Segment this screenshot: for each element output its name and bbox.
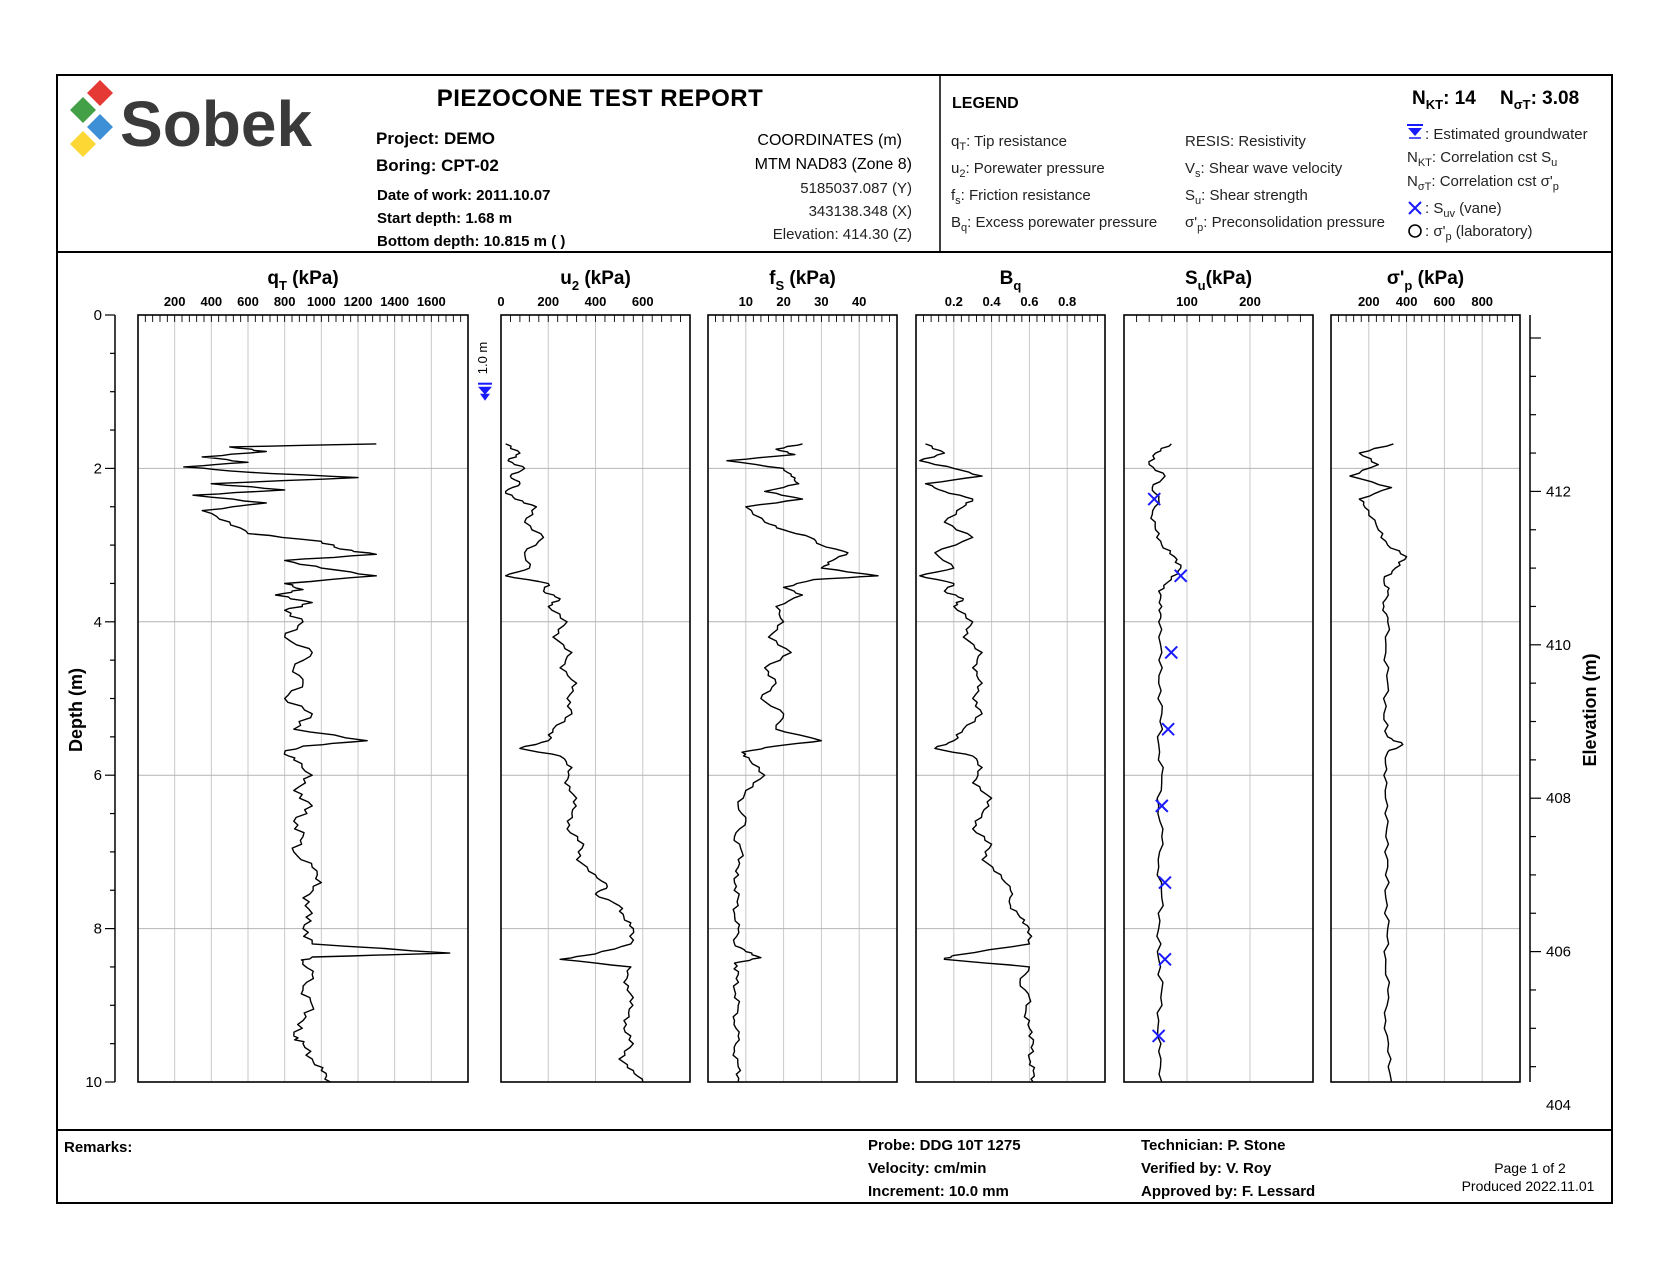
boring-label: Boring: CPT-02 bbox=[376, 156, 499, 175]
track-tick-label: 600 bbox=[631, 294, 654, 309]
coord-x: 343138.348 (X) bbox=[808, 203, 912, 220]
legend-item: $N_{\sigma T}$: Correlation cst $\sigma'_p$ bbox=[1407, 173, 1559, 193]
sobek-logo bbox=[70, 80, 312, 160]
track-tick-label: 40 bbox=[851, 294, 867, 309]
track-0 bbox=[138, 268, 468, 1082]
coord-y: 5185037.087 (Y) bbox=[800, 180, 912, 197]
circle-icon bbox=[1409, 225, 1421, 237]
track-tick-label: 400 bbox=[1395, 294, 1418, 309]
groundwater-depth-label: 1.0 m bbox=[475, 341, 490, 375]
legend-item: $f_s$: Friction resistance bbox=[951, 187, 1091, 207]
track-tick-label: 200 bbox=[1357, 294, 1380, 309]
elevation-tick-label: 410 bbox=[1546, 636, 1572, 654]
track-tick-label: 200 bbox=[537, 294, 560, 309]
track-tick-label: 30 bbox=[814, 294, 829, 309]
track-title: $S_u(kPa)$ bbox=[1184, 268, 1253, 293]
remarks-label: Remarks: bbox=[64, 1139, 133, 1156]
groundwater-level-icon bbox=[478, 384, 492, 401]
blue-x-icon bbox=[1409, 202, 1421, 214]
track-title: $\sigma'_p$ (kPa) bbox=[1386, 268, 1465, 293]
track-background bbox=[1124, 315, 1313, 1082]
svg-text:NσT: 3.08: $N_{\sigma T}$: 3.08 bbox=[1500, 88, 1580, 112]
coordinates-title: COORDINATES (m) bbox=[757, 132, 902, 149]
velocity-label: Velocity: cm/min bbox=[868, 1160, 987, 1177]
bottom-depth: Bottom depth: 10.815 m ( ) bbox=[377, 233, 566, 250]
legend-item: $N_{KT}$: Correlation cst $S_u$ bbox=[1407, 149, 1558, 169]
coordinates-system: MTM NAD83 (Zone 8) bbox=[754, 156, 912, 173]
depth-axis bbox=[85, 307, 115, 1091]
verified-label: Verified by: V. Roy bbox=[1141, 1160, 1272, 1177]
track-tick-label: 0 bbox=[497, 294, 505, 309]
approved-label: Approved by: F. Lessard bbox=[1141, 1183, 1316, 1200]
track-tick-label: 800 bbox=[1471, 294, 1494, 309]
svg-text:NKT: 14: $N_{KT}$: 14 bbox=[1412, 88, 1476, 112]
legend-mid-column bbox=[1185, 133, 1385, 234]
elevation-label: Elevation: 414.30 (Z) bbox=[772, 226, 912, 243]
elevation-axis-label: Elevation (m) bbox=[1580, 653, 1600, 767]
logo-text: Sobek bbox=[120, 88, 313, 160]
depth-tick-label: 4 bbox=[93, 613, 102, 631]
track-title: $u_2$ (kPa) bbox=[560, 268, 631, 293]
legend-right-column bbox=[1407, 126, 1588, 243]
track-tick-label: 0.4 bbox=[982, 294, 1001, 309]
produced-date: Produced 2022.11.01 bbox=[1461, 1178, 1595, 1194]
logo-diamond-icon bbox=[70, 80, 113, 157]
elevation-tick-label: 412 bbox=[1546, 483, 1572, 501]
track-title: $B_q$ bbox=[999, 268, 1022, 293]
page-number: Page 1 of 2 bbox=[1494, 1160, 1566, 1176]
track-tick-label: 1000 bbox=[306, 294, 336, 309]
track-1 bbox=[497, 268, 690, 1082]
track-background bbox=[138, 315, 468, 1082]
legend-item: $B_q$: Excess porewater pressure bbox=[951, 214, 1158, 234]
track-title: $q_T$ (kPa) bbox=[267, 268, 339, 293]
track-background bbox=[916, 315, 1105, 1082]
track-tick-label: 10 bbox=[738, 294, 754, 309]
chart-tracks bbox=[138, 268, 1520, 1082]
track-tick-label: 1600 bbox=[416, 294, 446, 309]
track-tick-label: 0.6 bbox=[1020, 294, 1039, 309]
legend-item: $\sigma'_p$: Preconsolidation pressure bbox=[1185, 214, 1386, 234]
track-tick-label: 0.2 bbox=[944, 294, 963, 309]
elevation-tick-label: 404 bbox=[1546, 1097, 1572, 1115]
legend-item: : Estimated groundwater bbox=[1425, 126, 1588, 143]
legend-item: : $\sigma'_p$ (laboratory) bbox=[1425, 223, 1533, 243]
elevation-axis bbox=[1530, 315, 1571, 1114]
track-tick-label: 600 bbox=[237, 294, 259, 309]
depth-tick-label: 10 bbox=[85, 1074, 102, 1091]
track-4 bbox=[1124, 268, 1313, 1082]
legend-left-column bbox=[951, 133, 1157, 234]
track-background bbox=[1331, 315, 1520, 1082]
track-tick-label: 20 bbox=[776, 294, 791, 309]
track-tick-label: 400 bbox=[200, 294, 223, 309]
report-title: PIEZOCONE TEST REPORT bbox=[436, 85, 764, 112]
nkt-constant bbox=[1412, 88, 1476, 112]
legend-item: $q_T$: Tip resistance bbox=[951, 133, 1067, 153]
track-tick-label: 1200 bbox=[343, 294, 373, 309]
elevation-tick-label: 408 bbox=[1546, 790, 1572, 808]
track-title: $f_S$ (kPa) bbox=[769, 268, 836, 293]
increment-label: Increment: 10.0 mm bbox=[868, 1183, 1009, 1200]
depth-tick-label: 8 bbox=[93, 920, 102, 938]
groundwater-triangle-icon bbox=[1407, 125, 1423, 138]
legend-item: $V_s$: Shear wave velocity bbox=[1185, 160, 1343, 180]
legend-item: : $S_{uv}$ (vane) bbox=[1425, 200, 1502, 220]
elevation-tick-label: 406 bbox=[1546, 943, 1572, 961]
depth-tick-label: 0 bbox=[93, 307, 102, 324]
groundwater-marker bbox=[475, 342, 492, 401]
track-tick-label: 600 bbox=[1433, 294, 1456, 309]
track-tick-label: 1400 bbox=[380, 294, 410, 309]
probe-label: Probe: DDG 10T 1275 bbox=[868, 1137, 1021, 1154]
track-tick-label: 100 bbox=[1176, 294, 1198, 309]
track-tick-label: 200 bbox=[163, 294, 186, 309]
track-2 bbox=[708, 268, 897, 1082]
track-tick-label: 200 bbox=[1239, 294, 1261, 309]
track-tick-label: 0.8 bbox=[1058, 294, 1077, 309]
legend-item: $S_u$: Shear strength bbox=[1185, 187, 1308, 207]
legend-item: RESIS: Resistivity bbox=[1185, 133, 1306, 150]
depth-axis-label: Depth (m) bbox=[66, 668, 86, 752]
track-tick-label: 800 bbox=[273, 294, 296, 309]
legend-item: $u_2$: Porewater pressure bbox=[951, 160, 1105, 180]
start-depth: Start depth: 1.68 m bbox=[377, 210, 513, 227]
legend-title: LEGEND bbox=[952, 95, 1019, 112]
nsigma-constant bbox=[1500, 88, 1579, 112]
track-tick-label: 400 bbox=[584, 294, 607, 309]
depth-tick-label: 2 bbox=[93, 460, 102, 478]
depth-tick-label: 6 bbox=[93, 767, 102, 785]
project-label: Project: DEMO bbox=[376, 129, 496, 148]
date-of-work: Date of work: 2011.10.07 bbox=[377, 187, 551, 204]
track-5 bbox=[1331, 268, 1520, 1082]
track-3 bbox=[916, 268, 1105, 1082]
technician-label: Technician: P. Stone bbox=[1141, 1137, 1286, 1154]
